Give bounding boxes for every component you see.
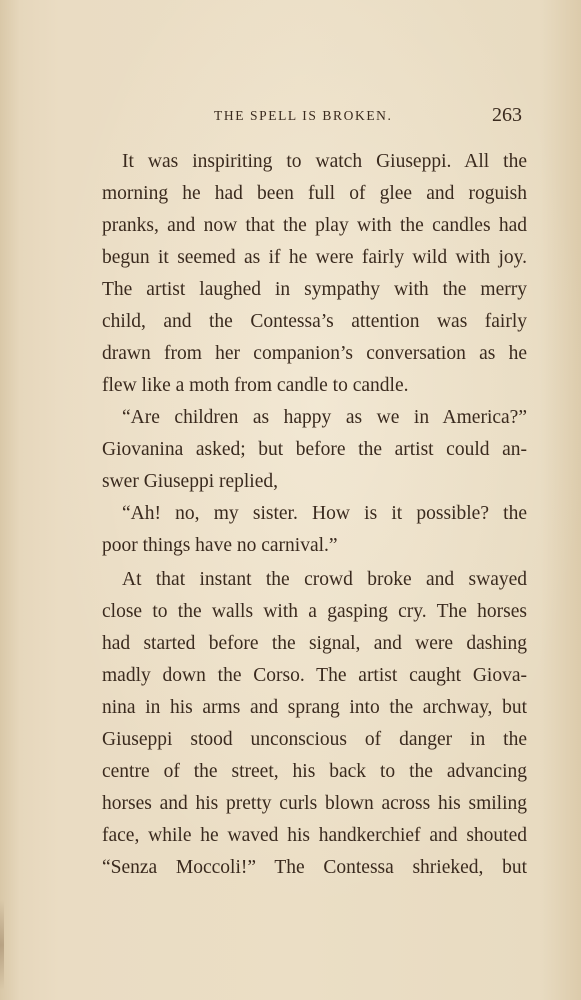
text-line: madly down the Corso. The artist caught Giova- — [102, 665, 527, 686]
text-line: begun it seemed as if he were fairly wild with joy. — [102, 247, 527, 268]
text-line: child, and the Contessa’s attention was fairly — [102, 311, 527, 332]
text-line: The artist laughed in sympathy with the merry — [102, 279, 527, 300]
running-head — [0, 104, 581, 128]
text-line: drawn from her companion’s conversation as he — [102, 343, 527, 364]
text-line: poor things have no carnival.” — [102, 535, 338, 556]
text-line: morning he had been full of glee and roguish — [102, 183, 527, 204]
text-line: horses and his pretty curls blown across his smiling — [102, 793, 527, 814]
page-edge-shadow — [0, 900, 4, 990]
text-line: It was inspiriting to watch Giuseppi. All the — [122, 151, 527, 172]
text-line: “Are children as happy as we in America?” — [122, 407, 527, 428]
text-line: flew like a moth from candle to candle. — [102, 375, 409, 396]
text-line: “Senza Moccoli!” The Contessa shrieked, but — [102, 857, 527, 878]
text-line: centre of the street, his back to the advancing — [102, 761, 527, 782]
text-line: nina in his arms and sprang into the archway, but — [102, 697, 527, 718]
text-line: At that instant the crowd broke and swayed — [122, 569, 527, 590]
text-line: pranks, and now that the play with the candles had — [102, 215, 527, 236]
text-line: close to the walls with a gasping cry. The horses — [102, 601, 527, 622]
text-line: had started before the signal, and were dashing — [102, 633, 527, 654]
text-line: Giuseppi stood unconscious of danger in the — [102, 729, 527, 750]
text-line: swer Giuseppi replied, — [102, 471, 278, 492]
text-line: face, while he waved his handkerchief and shouted — [102, 825, 527, 846]
page-number: 263 — [492, 104, 522, 126]
text-line: Giovanina asked; but before the artist could an- — [102, 439, 527, 460]
running-title: THE SPELL IS BROKEN. — [214, 108, 393, 123]
text-line: “Ah! no, my sister. How is it possible? the — [122, 503, 527, 524]
